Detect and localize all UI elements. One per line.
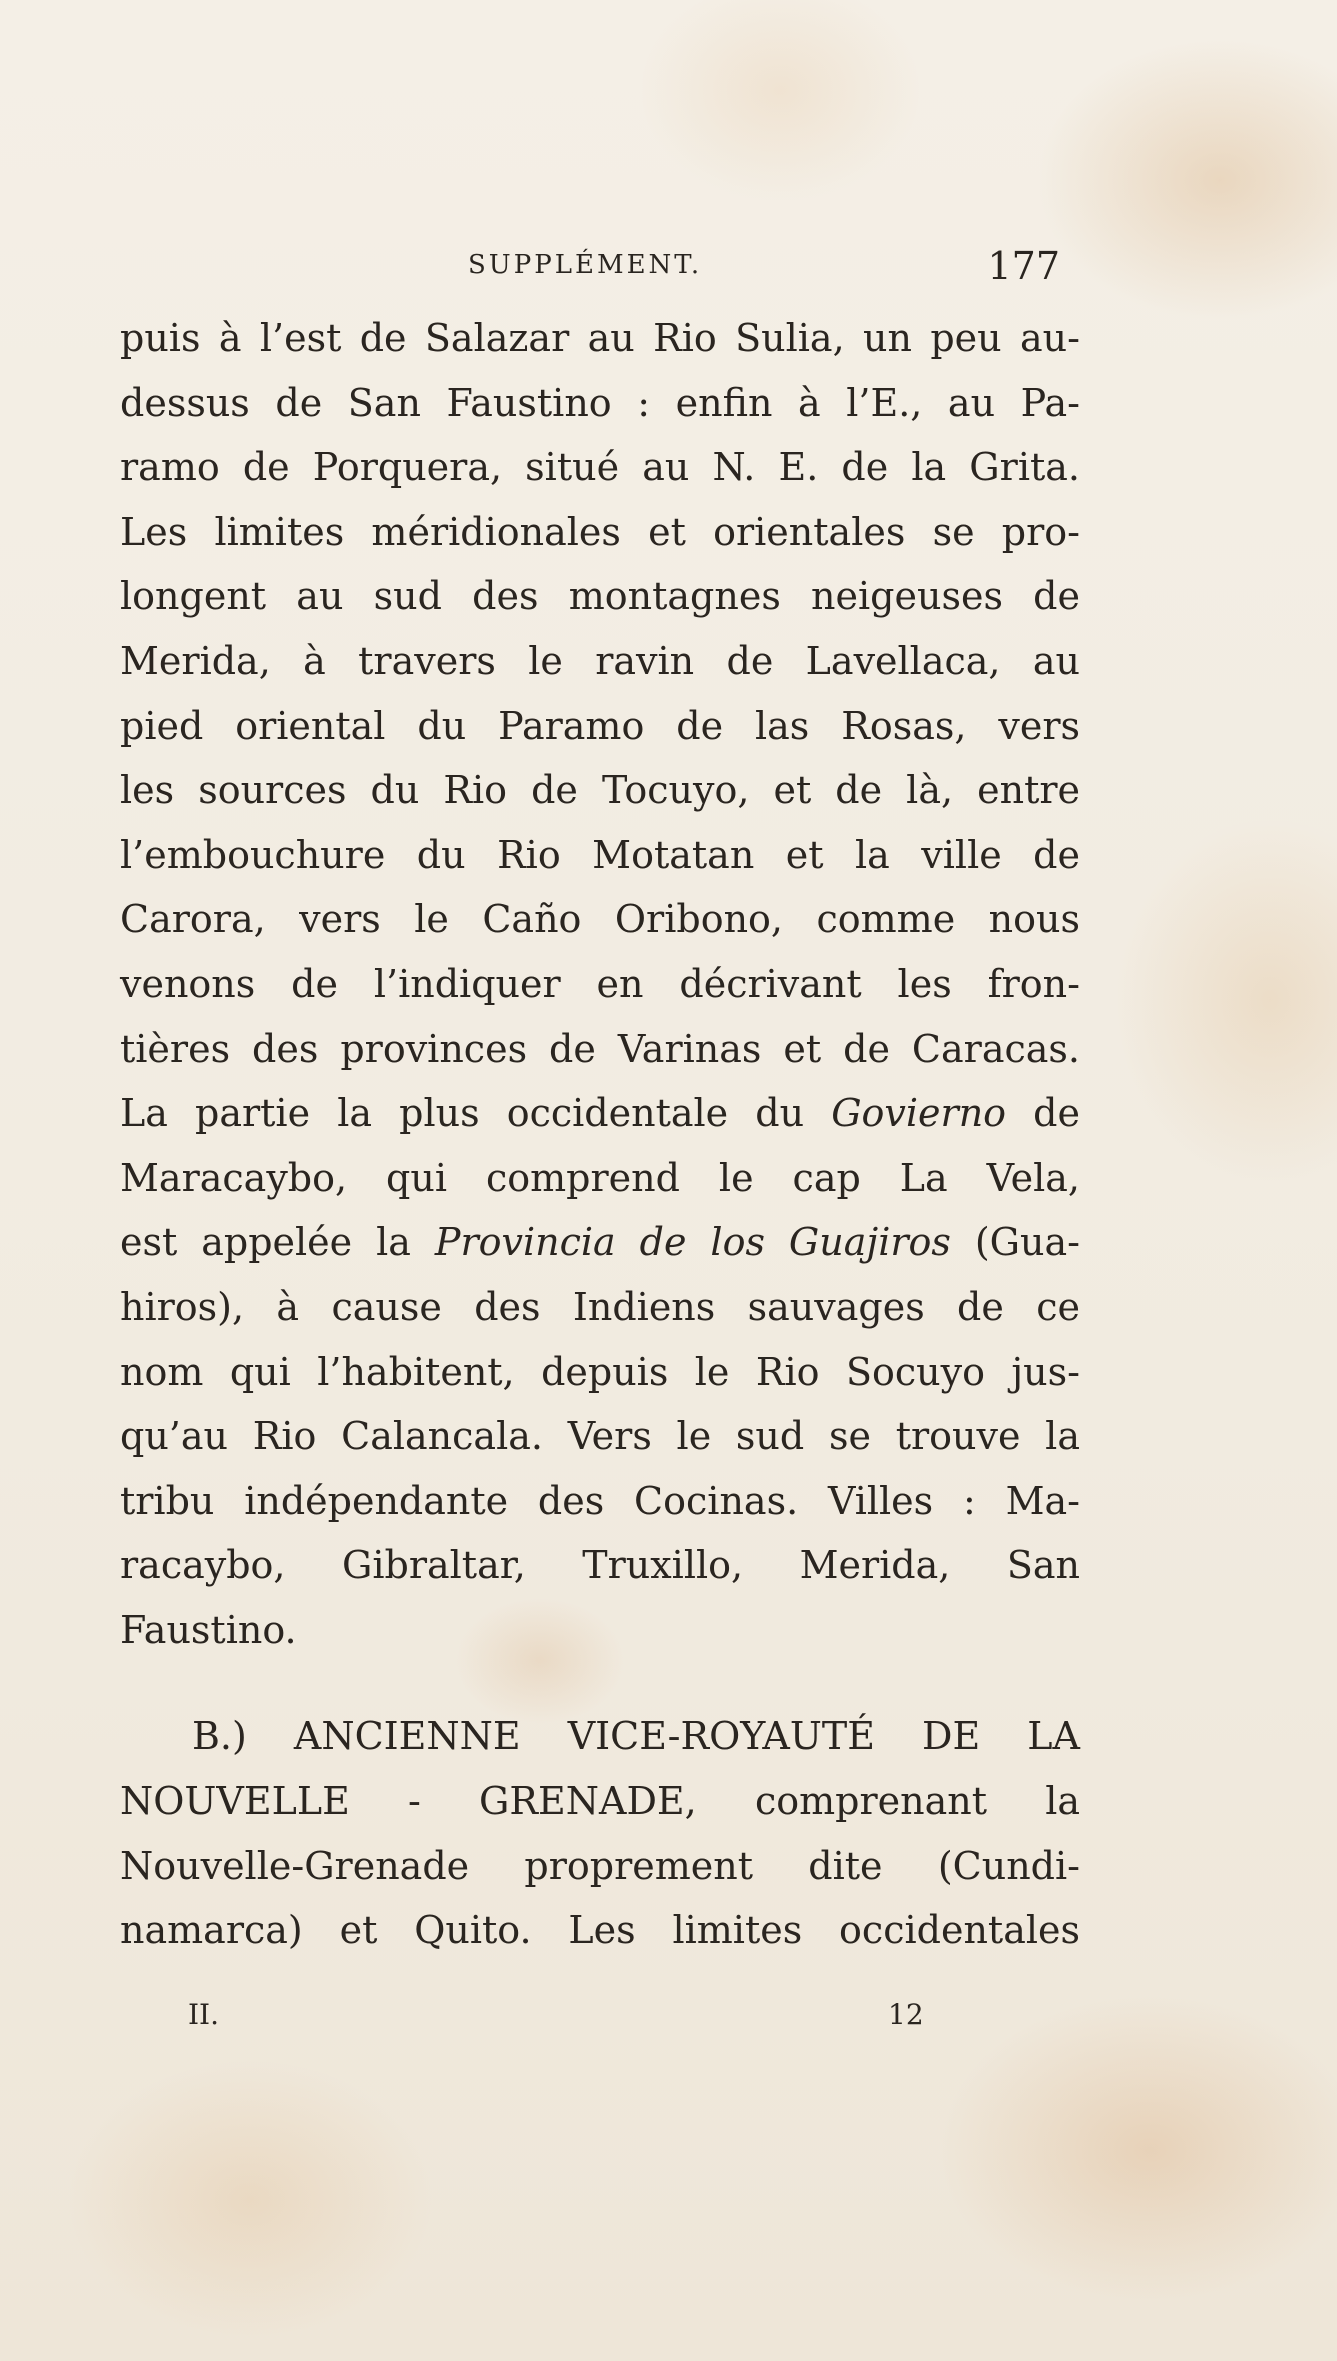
text-run: comprenant la (696, 1779, 1081, 1824)
text-line: l’embouchure du Rio Motatan et la ville de (120, 832, 1080, 877)
text-line: tribu indépendante des Cocinas. Villes : Ma- (120, 1478, 1080, 1523)
text-line: Nouvelle-Grenade proprement dite (Cundi- (120, 1843, 1080, 1888)
page-header (120, 244, 1060, 294)
text-run: (Gua- (950, 1220, 1081, 1265)
text-line: hiros), à cause des Indiens sauvages de ce (120, 1284, 1080, 1329)
italic-term: Provincia de los Guajiros (434, 1220, 951, 1265)
text-line (120, 1081, 1080, 1146)
text-run: est appelée la (120, 1220, 435, 1265)
text-line: ramo de Porquera, situé au N. E. de la Grita. (120, 445, 1080, 490)
text-line (120, 1769, 1080, 1834)
body-text (120, 306, 1080, 1963)
text-line: tières des provinces de Varinas et de Caracas. (120, 1026, 1080, 1071)
text-line: Les limites méridionales et orientales se pro- (120, 509, 1080, 554)
text-line: racaybo, Gibraltar, Truxillo, Merida, San (120, 1543, 1080, 1588)
page-footer (120, 1990, 1080, 2040)
gathering-number: 12 (888, 1998, 924, 2031)
section-title-caps: NOUVELLE - GRENADE, (120, 1779, 697, 1824)
text-line: venons de l’indiquer en décrivant les fron- (120, 961, 1080, 1006)
italic-term: Govierno (831, 1091, 1007, 1136)
text-line (120, 1210, 1080, 1275)
text-line: pied oriental du Paramo de las Rosas, vers (120, 703, 1080, 748)
text-line: namarca) et Quito. Les limites occidentales (120, 1908, 1080, 1953)
text-line: les sources du Rio de Tocuyo, et de là, entre (120, 768, 1080, 813)
text-line: qu’au Rio Calancala. Vers le sud se trouve la (120, 1414, 1080, 1459)
running-head: SUPPLÉMENT. (468, 250, 703, 280)
text-line: puis à l’est de Salazar au Rio Sulia, un peu au- (120, 316, 1080, 360)
page-number: 177 (987, 244, 1060, 288)
text-line: Faustino. (120, 1607, 297, 1652)
text-line: Maracaybo, qui comprend le cap La Vela, (120, 1155, 1080, 1200)
text-line: Carora, vers le Caño Oribono, comme nous (120, 897, 1080, 942)
text-run: La partie la plus occidentale du (120, 1091, 832, 1136)
text-line: longent au sud des montagnes neigeuses de (120, 574, 1080, 619)
text-run: de (1006, 1091, 1080, 1136)
signature-mark: II. (188, 1998, 220, 2031)
text-line: Merida, à travers le ravin de Lavellaca, au (120, 638, 1080, 683)
text-line: dessus de San Faustino : enfin à l’E., au Pa- (120, 380, 1080, 425)
section-title-line: B.) ANCIENNE VICE-ROYAUTÉ DE LA (192, 1714, 1080, 1759)
text-line: nom qui l’habitent, depuis le Rio Socuyo jus- (120, 1349, 1080, 1394)
section-heading (120, 1704, 1080, 1962)
